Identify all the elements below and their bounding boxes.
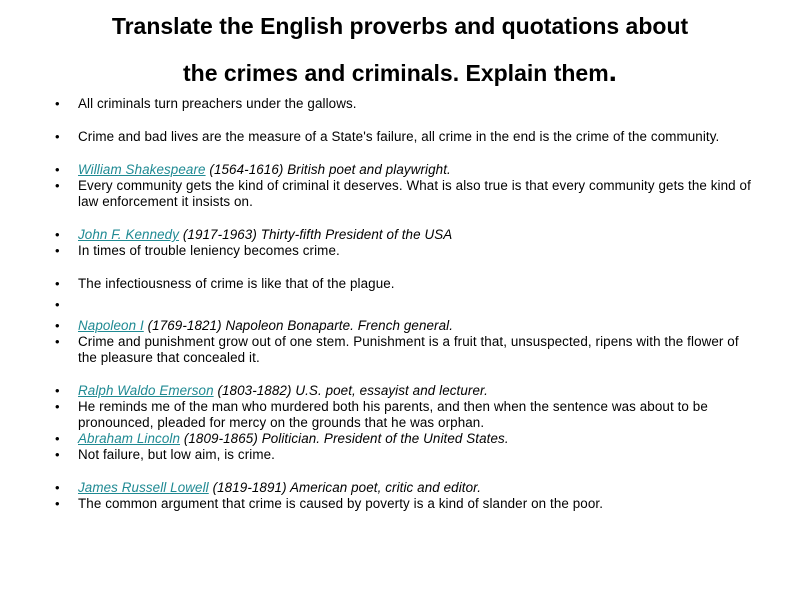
bullet: • — [55, 334, 60, 349]
bullet: • — [55, 431, 60, 446]
list-item — [0, 276, 800, 292]
list-item — [0, 399, 800, 431]
list-item-author — [0, 227, 800, 243]
list-item — [0, 496, 800, 512]
list-item-author — [0, 383, 800, 399]
bullet: • — [55, 496, 60, 511]
bullet: • — [55, 399, 60, 414]
bullet: • — [55, 243, 60, 258]
bullet: • — [55, 297, 60, 312]
author-link-kennedy[interactable]: John F. Kennedy — [78, 227, 180, 242]
bullet: • — [55, 178, 60, 193]
author-link-shakespeare[interactable]: William Shakespeare — [78, 162, 206, 177]
author-link-lowell[interactable]: James Russell Lowell — [78, 480, 209, 495]
author-description: (1917-1963) Thirty-fifth President of the USA — [179, 227, 453, 242]
author-description: (1769-1821) Napoleon Bonaparte. French general. — [143, 318, 454, 333]
spacer — [0, 259, 800, 276]
spacer — [0, 145, 800, 162]
list-item — [0, 243, 800, 259]
spacer — [0, 210, 800, 227]
bullet: • — [55, 276, 60, 291]
list-item — [0, 447, 800, 463]
bullet: • — [55, 162, 60, 177]
list-item — [0, 96, 800, 112]
quote-text: The infectiousness of crime is like that of the plague. — [78, 276, 395, 291]
slide-title — [30, 4, 770, 96]
list-item-author — [0, 480, 800, 496]
author-description: (1564-1616) British poet and playwright. — [205, 162, 451, 177]
quote-text: All criminals turn preachers under the gallows. — [78, 96, 357, 111]
list-item — [0, 129, 800, 145]
list-item-author — [0, 431, 800, 447]
author-description: (1809-1865) Politician. President of the United States. — [180, 431, 509, 446]
bullet: • — [55, 129, 60, 144]
quote-text: Not failure, but low aim, is crime. — [78, 447, 275, 462]
bullet: • — [55, 383, 60, 398]
list-item-empty — [0, 297, 800, 313]
quote-text: Crime and bad lives are the measure of a State's failure, all crime in the end is the crime of the community. — [78, 129, 720, 144]
list-item — [0, 178, 800, 210]
quote-text: Crime and punishment grow out of one stem. Punishment is a fruit that, unsuspected, ripens with the flower of the pleasure that concealed it. — [78, 334, 739, 365]
quote-text: Every community gets the kind of criminal it deserves. What is also true is that every community gets the kind of law enforcement it insists on. — [78, 178, 751, 209]
author-description: (1819-1891) American poet, critic and editor. — [208, 480, 482, 495]
bullet: • — [55, 318, 60, 333]
bullet: • — [55, 447, 60, 462]
author-description: (1803-1882) U.S. poet, essayist and lecturer. — [213, 383, 488, 398]
author-link-lincoln[interactable]: Abraham Lincoln — [78, 431, 180, 446]
author-link-napoleon[interactable]: Napoleon I — [78, 318, 144, 333]
bullet: • — [55, 96, 60, 111]
author-link-emerson[interactable]: Ralph Waldo Emerson — [78, 383, 214, 398]
spacer — [0, 463, 800, 480]
bullet: • — [55, 227, 60, 242]
quote-text: In times of trouble leniency becomes crime. — [78, 243, 340, 258]
list-item-author — [0, 318, 800, 334]
title-line-2: the crimes and criminals. Explain them — [183, 60, 609, 86]
quotation-list — [0, 96, 800, 512]
list-item-author — [0, 162, 800, 178]
spacer — [0, 366, 800, 383]
bullet: • — [55, 480, 60, 495]
quote-text: He reminds me of the man who murdered both his parents, and then when the sentence was about to be pronounced, pleaded for mercy on the grounds that he was orphan. — [78, 399, 708, 430]
title-line-1: Translate the English proverbs and quotations about — [111, 13, 689, 39]
spacer — [0, 112, 800, 129]
list-item — [0, 334, 800, 366]
title-period: . — [608, 55, 617, 88]
quote-text: The common argument that crime is caused by poverty is a kind of slander on the poor. — [78, 496, 604, 511]
